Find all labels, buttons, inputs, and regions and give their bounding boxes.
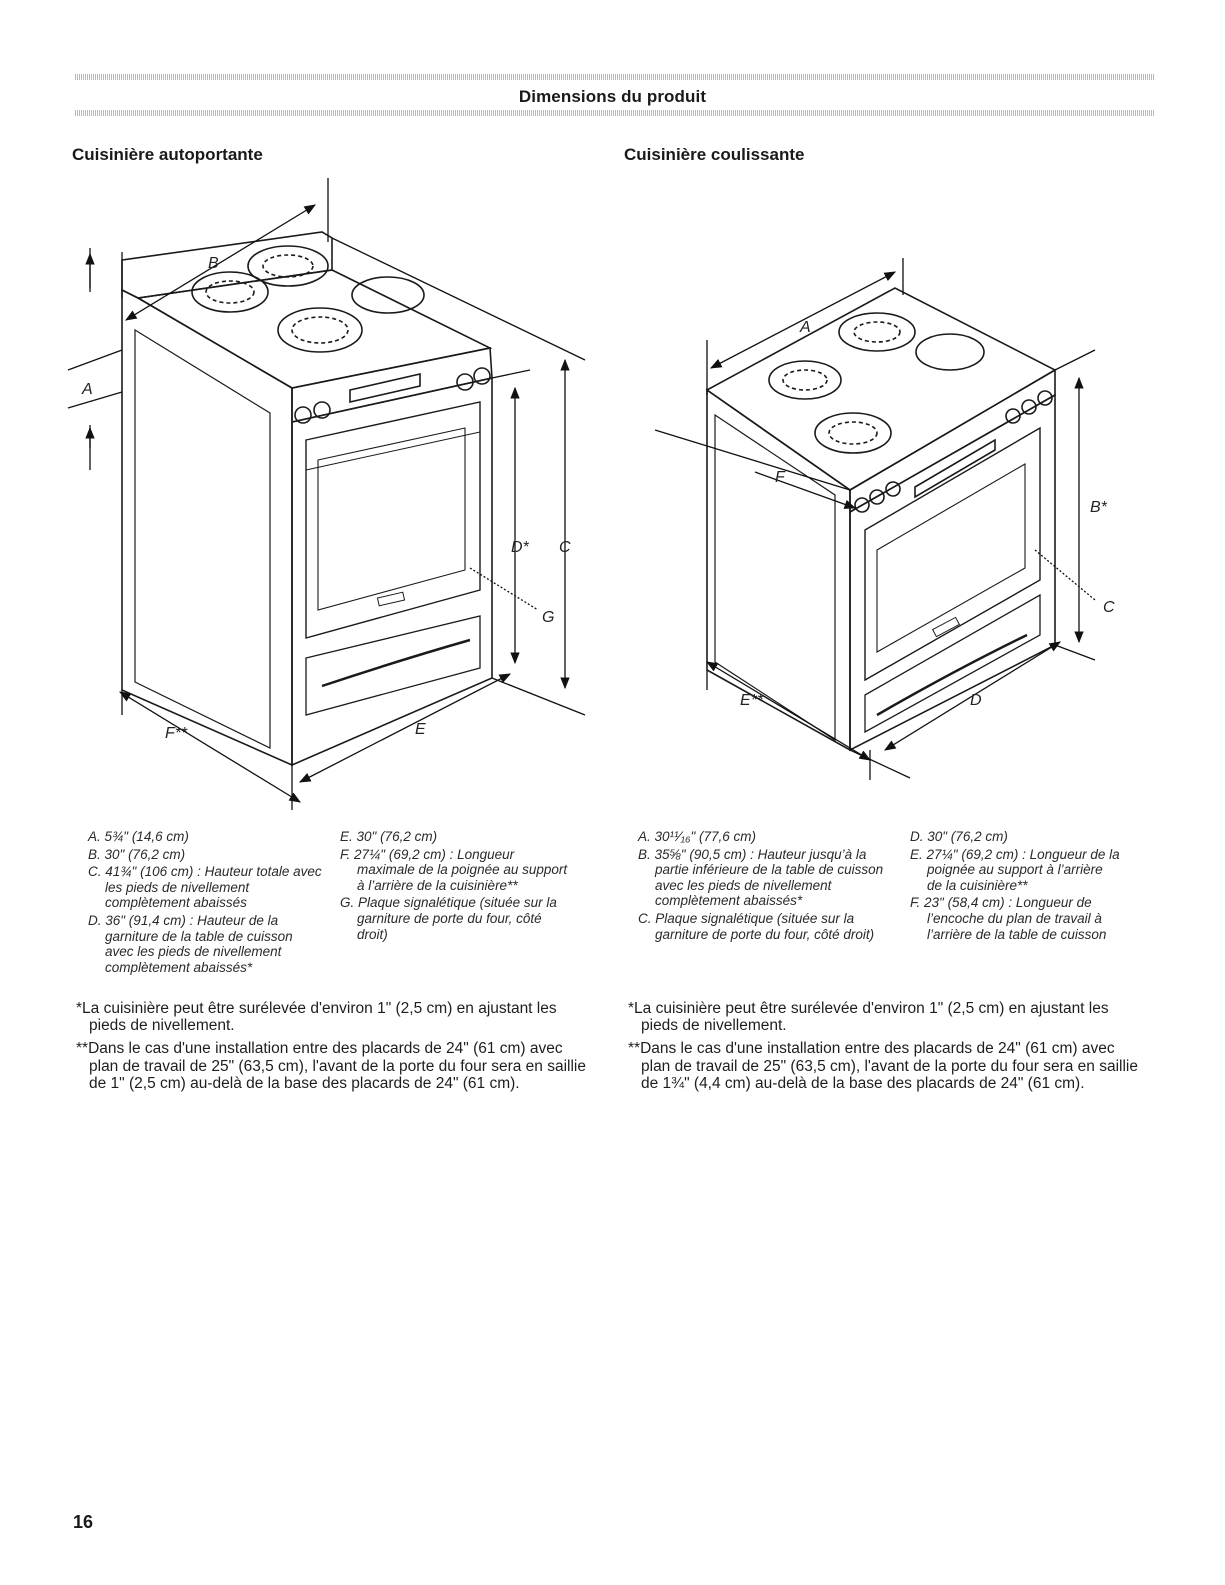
label-B: B* — [1090, 499, 1107, 516]
label-F: F** — [165, 725, 188, 742]
legend-item: C. Plaque signalétique (située sur la garniture de porte du four, côté droit) — [638, 910, 875, 942]
freestanding-range-diagram — [60, 170, 600, 820]
right-legend-col1 — [638, 829, 888, 944]
footnote: *La cuisinière peut être surélevée d'environ 1" (2,5 cm) en ajustant les pieds de nivellement. — [628, 1000, 1109, 1035]
label-B: B — [208, 255, 219, 272]
label-E: E** — [740, 692, 764, 709]
header-rule-top — [75, 74, 1155, 80]
legend-item: B. 30" (76,2 cm) — [88, 846, 186, 862]
legend-item: F. 27¼" (69,2 cm) : Longueur maximale de la poignée au support à l’arrière de la cuisinière** — [340, 846, 568, 893]
left-footnotes — [76, 1000, 586, 1098]
label-C: C — [1103, 599, 1115, 616]
label-D: D* — [511, 539, 529, 556]
page-number: 16 — [73, 1512, 94, 1532]
legend-item: E. 30" (76,2 cm) — [340, 829, 438, 844]
legend-item: D. 30" (76,2 cm) — [910, 829, 1008, 844]
legend-item: D. 36" (91,4 cm) : Hauteur de la garniture de la table de cuisson avec les pieds de nivellement complètement abaissés* — [88, 912, 293, 975]
label-C: C — [559, 539, 571, 556]
footnote: **Dans le cas d'une installation entre des placards de 24" (61 cm) avec plan de travail de 25" (63,5 cm), l'avant de la porte du four sera en saillie de 1¾" (4,4 cm) au-delà de la base des placards de 24" (61 cm). — [628, 1040, 1138, 1092]
legend-item: G. Plaque signalétique (située sur la garniture de porte du four, côté droit) — [340, 895, 557, 942]
label-E: E — [415, 721, 426, 738]
label-G: G — [542, 609, 555, 626]
legend-item: A. 30¹¹⁄₁₆" (77,6 cm) — [638, 829, 757, 844]
header-rule-bottom — [75, 110, 1155, 116]
legend-item: F. 23" (58,4 cm) : Longueur de l’encoche du plan de travail à l’arrière de la table de cuisson — [910, 895, 1107, 942]
right-column-title: Cuisinière coulissante — [624, 145, 805, 164]
legend-item: B. 35⅝" (90,5 cm) : Hauteur jusqu’à la partie inférieure de la table de cuisson avec les pieds de nivellement complètement abaissés* — [638, 846, 884, 909]
page-title: Dimensions du produit — [518, 87, 707, 106]
left-legend-col2 — [340, 829, 570, 944]
slide-in-range-diagram — [615, 250, 1155, 790]
right-footnotes — [628, 1000, 1148, 1098]
footnote: *La cuisinière peut être surélevée d'environ 1" (2,5 cm) en ajustant les pieds de nivellement. — [76, 1000, 557, 1035]
label-D: D — [970, 692, 982, 709]
legend-item: E. 27¼" (69,2 cm) : Longueur de la poignée au support à l’arrière de la cuisinière** — [910, 846, 1120, 893]
left-column-title: Cuisinière autoportante — [72, 145, 263, 164]
label-F: F — [775, 469, 785, 486]
legend-item: A. 5¾" (14,6 cm) — [88, 829, 189, 844]
footnote: **Dans le cas d'une installation entre des placards de 24" (61 cm) avec plan de travail de 25" (63,5 cm), l'avant de la porte du four sera en saillie de 1" (2,5 cm) au-delà de la base des placards de 24" (61 cm). — [76, 1040, 586, 1092]
right-legend-col2 — [910, 829, 1120, 944]
legend-item: C. 41¾" (106 cm) : Hauteur totale avec les pieds de nivellement complètement abaissés — [88, 864, 322, 911]
label-A: A — [82, 381, 93, 398]
left-legend-col1 — [88, 829, 323, 977]
label-A: A — [800, 319, 811, 336]
